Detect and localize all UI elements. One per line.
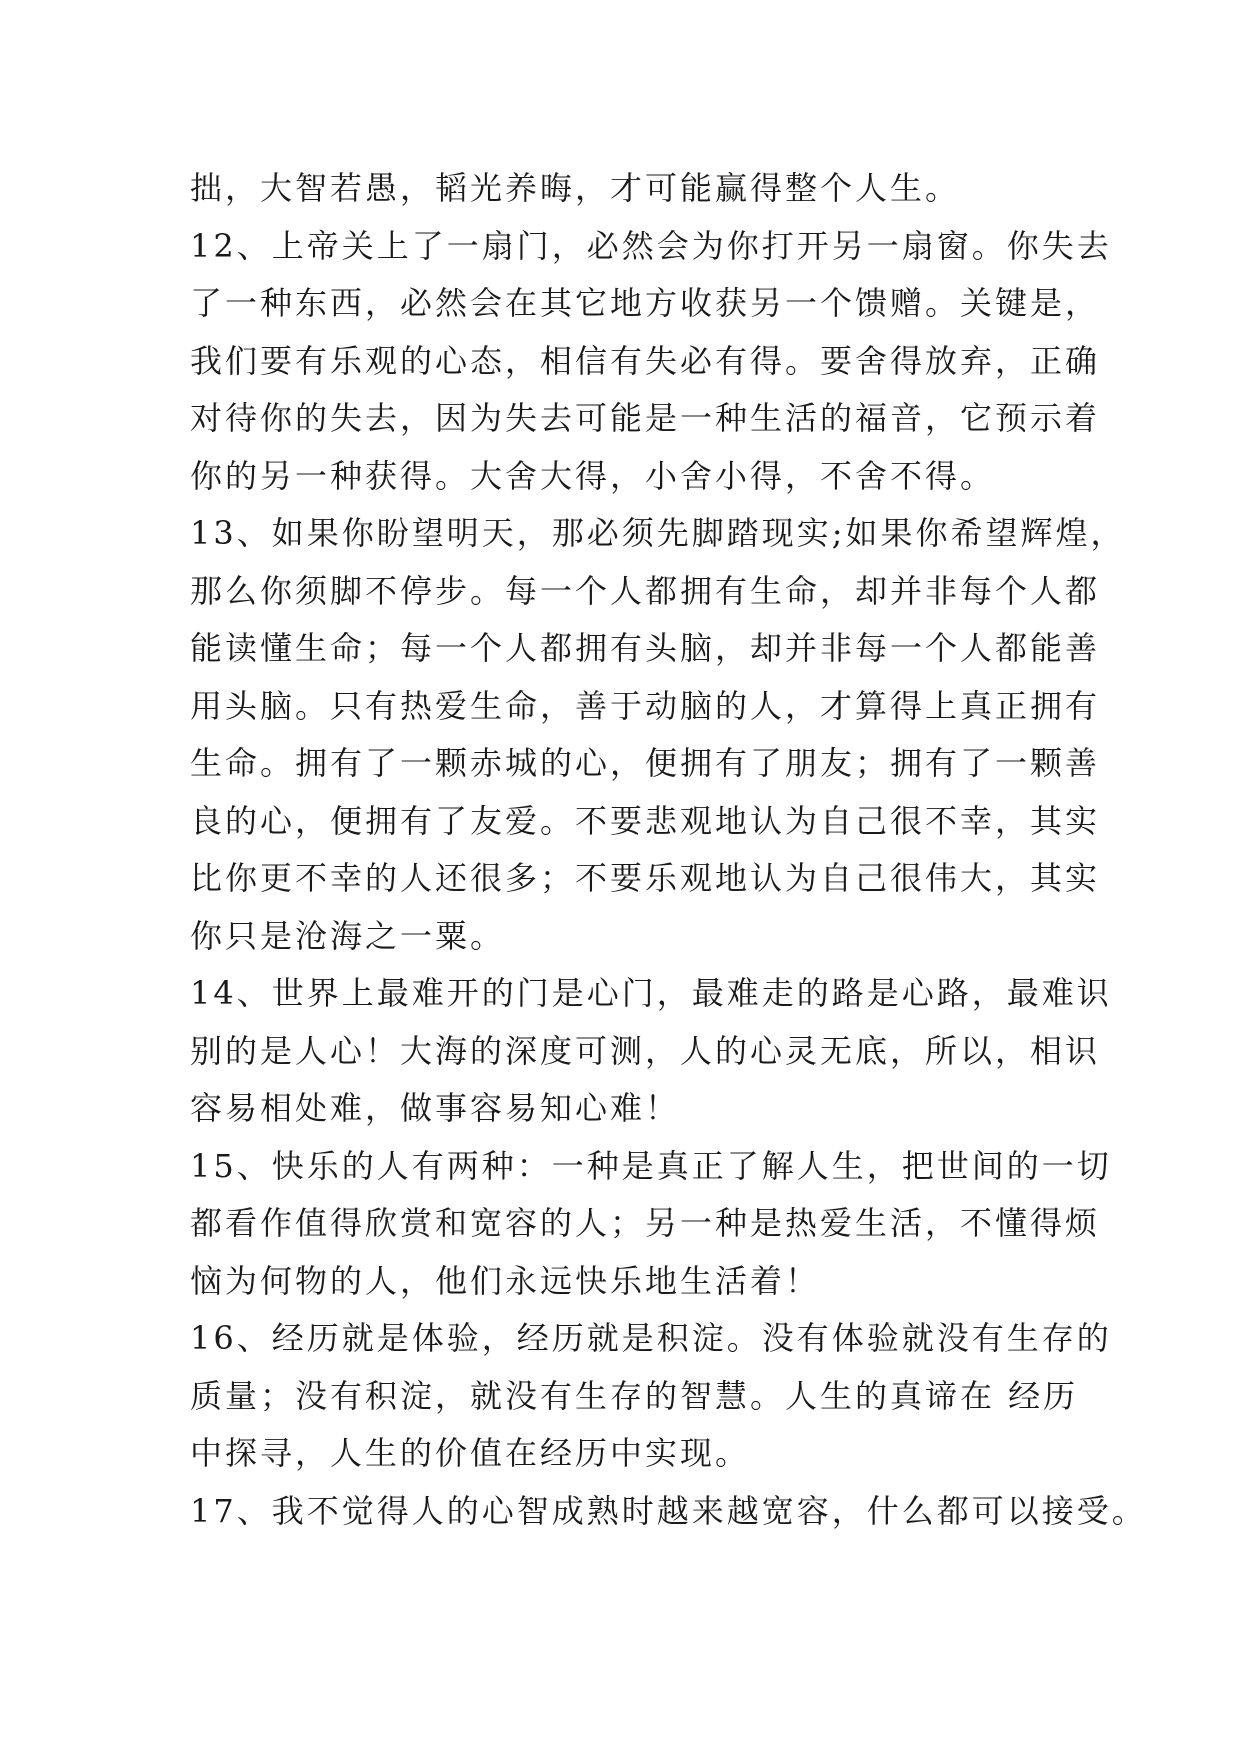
text-line: 14、世界上最难开的门是心门，最难走的路是心路，最难识 [190,974,1112,1012]
text-line: 17、我不觉得人的心智成熟时越来越宽容，什么都可以接受。 [190,1491,1147,1530]
text-line: 对待你的失去，因为失去可能是一种生活的福音，它预示着 [190,399,1101,437]
text-line: 12、上帝关上了一扇门，必然会为你打开另一扇窗。你失去 [190,226,1112,265]
text-line: 质量；没有积淀，就没有生存的智慧。人生的真谛在 经历 [190,1376,1079,1415]
text-line: 生命。拥有了一颗赤城的心，便拥有了朋友；拥有了一颗善 [190,744,1101,782]
text-line: 16、经历就是体验，经历就是积淀。没有体验就没有生存的 [190,1319,1112,1357]
document-text-body [190,160,1147,1540]
text-line: 用头脑。只有热爱生命，善于动脑的人，才算得上真正拥有 [190,686,1101,725]
text-line: 你只是沧海之一粟。 [190,916,506,955]
text-line: 13、如果你盼望明天，那必须先脚踏现实;如果你希望辉煌， [190,514,1126,552]
text-line: 都看作值得欣赏和宽容的人；另一种是热爱生活，不懂得烦 [190,1204,1101,1242]
text-line: 你的另一种获得。大舍大得，小舍小得，不舍不得。 [190,456,996,495]
text-line: 容易相处难，做事容易知心难！ [190,1089,681,1127]
text-line: 我们要有乐观的心态，相信有失必有得。要舍得放弃，正确 [190,341,1101,380]
text-line: 别的是人心！大海的深度可测，人的心灵无底，所以，相识 [190,1031,1101,1070]
text-line: 了一种东西，必然会在其它地方收获另一个馈赠。关键是， [190,284,1101,322]
text-line: 比你更不幸的人还很多；不要乐观地认为自己很伟大，其实 [190,859,1101,897]
text-line: 良的心，便拥有了友爱。不要悲观地认为自己很不幸，其实 [190,801,1101,840]
text-line: 恼为何物的人，他们永远快乐地生活着！ [190,1261,821,1300]
text-line: 15、快乐的人有两种：一种是真正了解人生，把世间的一切 [190,1146,1112,1185]
text-line: 中探寻，人生的价值在经历中实现。 [190,1434,751,1472]
text-line: 能读懂生命；每一个人都拥有头脑，却并非每一个人都能善 [190,629,1101,667]
text-line: 那么你须脚不停步。每一个人都拥有生命，却并非每个人都 [190,571,1101,610]
text-line: 拙，大智若愚，韬光养晦，才可能赢得整个人生。 [190,169,961,207]
